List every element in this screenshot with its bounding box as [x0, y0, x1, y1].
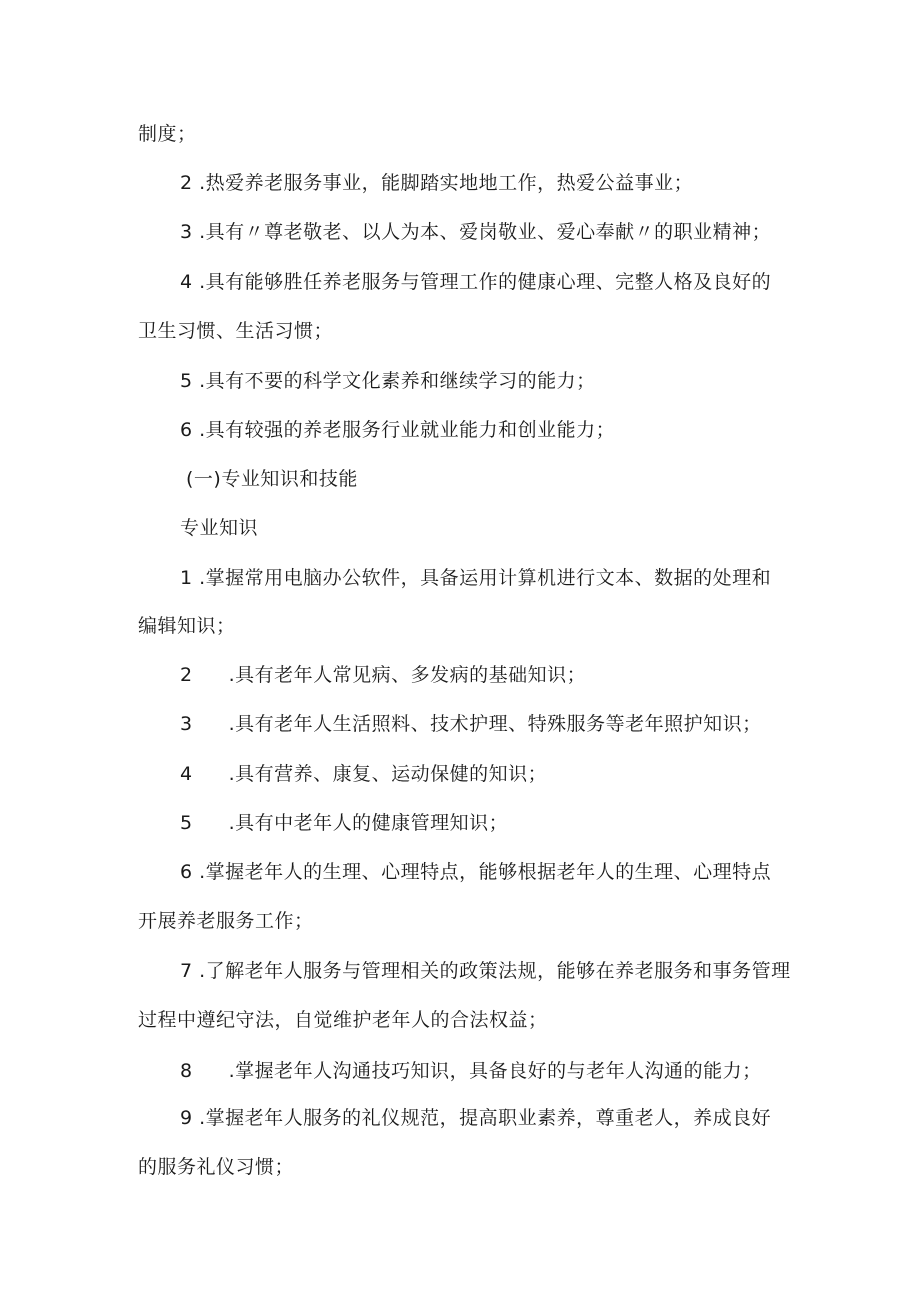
list-item: 5 .具有不要的科学文化素养和继续学习的能力； — [180, 370, 596, 392]
list-number: 8 — [180, 1060, 193, 1082]
list-text: .具有老年人生活照料、技术护理、特殊服务等老年照护知识； — [228, 713, 762, 735]
text-line: 制度； — [138, 123, 197, 145]
text-line: 的服务礼仪习惯； — [138, 1156, 295, 1178]
list-number: 2 — [180, 664, 193, 686]
section-heading: (一)专业知识和技能 — [186, 468, 358, 490]
list-item: 7 .了解老年人服务与管理相关的政策法规，能够在养老服务和事务管理 — [180, 960, 791, 982]
list-item — [180, 762, 547, 786]
list-item: 2 .热爱养老服务事业，能脚踏实地地工作，热爱公益事业； — [180, 172, 694, 194]
list-text: .掌握老年人沟通技巧知识，具备良好的与老年人沟通的能力； — [228, 1060, 762, 1082]
list-item: 1 .掌握常用电脑办公软件，具备运用计算机进行文本、数据的处理和 — [180, 567, 772, 589]
list-item — [180, 1059, 762, 1083]
list-item — [180, 811, 508, 835]
text-line: 编辑知识； — [138, 615, 236, 637]
list-number: 5 — [180, 812, 193, 834]
list-text: .具有中老年人的健康管理知识； — [228, 812, 509, 834]
list-item — [180, 712, 762, 736]
text-line: 过程中遵纪守法，自觉维护老年人的合法权益； — [138, 1009, 548, 1031]
list-text: .具有营养、康复、运动保健的知识； — [228, 763, 548, 785]
list-number: 4 — [180, 763, 193, 785]
list-item: 3 .具有〃尊老敬老、以人为本、爱岗敬业、爱心奉献〃的职业精神； — [180, 221, 772, 243]
subsection-heading: 专业知识 — [180, 517, 259, 539]
text-line: 卫生习惯、生活习惯； — [138, 320, 334, 342]
list-item — [180, 663, 586, 687]
list-item: 4 .具有能够胜任养老服务与管理工作的健康心理、完整人格及良好的 — [180, 271, 772, 293]
list-item: 6 .具有较强的养老服务行业就业能力和创业能力； — [180, 419, 616, 441]
list-number: 3 — [180, 713, 193, 735]
list-text: .具有老年人常见病、多发病的基础知识； — [228, 664, 587, 686]
text-line: 开展养老服务工作； — [138, 910, 314, 932]
list-item: 6 .掌握老年人的生理、心理特点，能够根据老年人的生理、心理特点 — [180, 861, 772, 883]
list-item: 9 .掌握老年人服务的礼仪规范，提高职业素养，尊重老人，养成良好 — [180, 1107, 772, 1129]
